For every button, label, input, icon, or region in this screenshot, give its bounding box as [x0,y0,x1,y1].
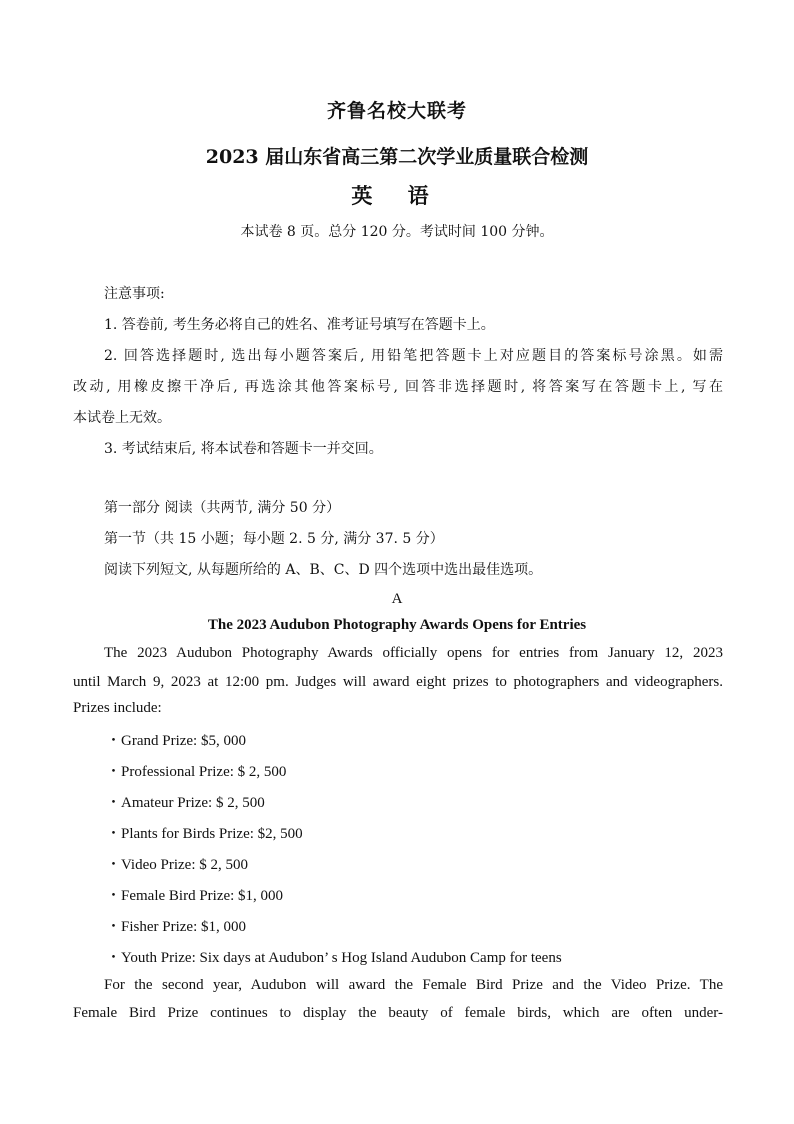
exam-info: 本试卷 8 页。总分 120 分。考试时间 100 分钟。 [240,224,554,240]
prize-item: ・Professional Prize: $ 2, 500 [106,764,287,780]
section1-title: 第一节（共 15 小题；每小题 2. 5 分, 满分 37. 5 分） [104,531,444,547]
note-item-2-line-3: 本试卷上无效。 [73,410,171,426]
note-item-2-line-1: 2. 回答选择题时, 选出每小题答案后, 用铅笔把答题卡上对应题目的答案标号涂黑。如需 [104,348,723,364]
paragraph-2-line-1: For the second year, Audubon will award the Female Bird Prize and the Video Prize. The [104,977,723,993]
paragraph-2-line-2: Female Bird Prize continues to display the beauty of female birds, which are often under- [73,1005,723,1021]
notes-heading: 注意事项: [104,286,165,302]
prize-item: ・Amateur Prize: $ 2, 500 [106,795,265,811]
note-item-3: 3. 考试结束后, 将本试卷和答题卡一并交回。 [104,441,383,457]
paragraph-1-line-1: The 2023 Audubon Photography Awards officially opens for entries from January 12, 2023 [104,645,723,661]
prize-item: ・Youth Prize: Six days at Audubon’ s Hog Island Audubon Camp for teens [106,950,562,966]
exam-title: 2023 届山东省高三第二次学业质量联合检测 [205,146,589,168]
prize-item: ・Video Prize: $ 2, 500 [106,857,248,873]
note-item-1: 1. 答卷前, 考生务必将自己的姓名、准考证号填写在答题卡上。 [104,317,495,333]
note-item-2-line-2: 改动, 用橡皮擦干净后, 再选涂其他答案标号, 回答非选择题时, 将答案写在答题卡上, 写在 [73,379,723,395]
paragraph-1-line-3: Prizes include: [73,700,162,716]
reading-instruction: 阅读下列短文, 从每题所给的 A、B、C、D 四个选项中选出最佳选项。 [104,562,543,578]
passage-label: A [391,591,403,607]
paragraph-1-line-2: until March 9, 2023 at 12:00 pm. Judges will award eight prizes to photographers and videographers. [73,674,723,690]
part1-title: 第一部分 阅读（共两节, 满分 50 分） [104,500,341,516]
prize-item: ・Female Bird Prize: $1, 000 [106,888,284,904]
prize-item: ・Fisher Prize: $1, 000 [106,919,246,935]
prize-item: ・Grand Prize: $5, 000 [106,733,246,749]
exam-name: 齐鲁名校大联考 [326,100,467,122]
passage-title: The 2023 Audubon Photography Awards Opens for Entries [207,617,587,633]
prize-item: ・Plants for Birds Prize: $2, 500 [106,826,303,842]
subject-title: 英 语 [351,183,443,208]
